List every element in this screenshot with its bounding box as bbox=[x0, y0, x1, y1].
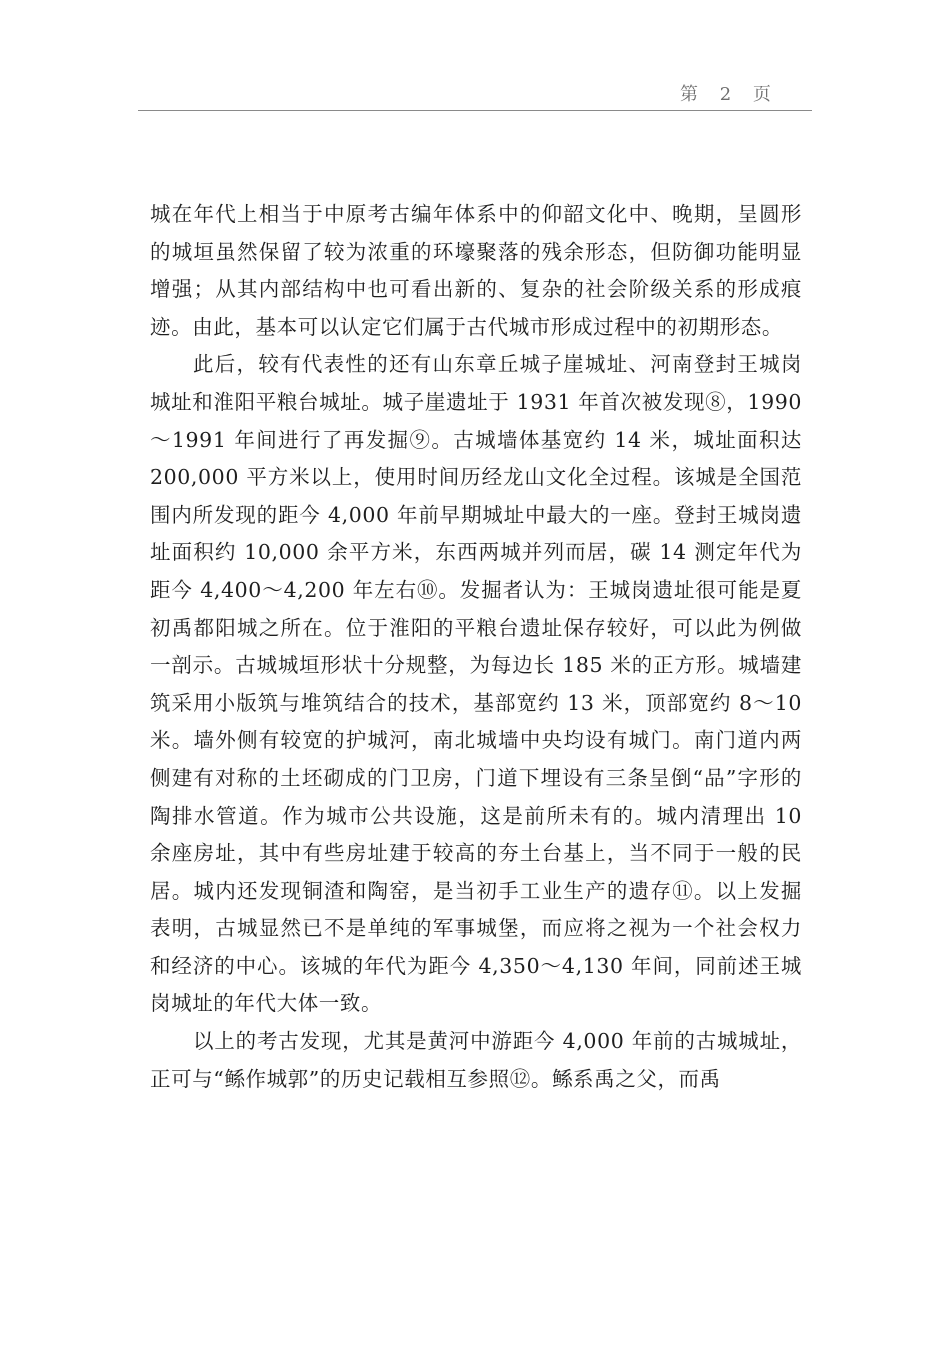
page-number: 第 2 页 bbox=[680, 84, 779, 105]
paragraph-3: 以上的考古发现，尤其是黄河中游距今 4,000 年前的古城城址，正可与“鲧作城郭”的历史记载相互参照⑫。鲧系禹之父，而禹 bbox=[150, 1029, 802, 1091]
header-divider bbox=[138, 110, 812, 111]
paragraph-2: 此后，较有代表性的还有山东章丘城子崖城址、河南登封王城岗城址和淮阳平粮台城址。城子崖遗址于 1931 年首次被发现⑧，1990～1991 年间进行了再发掘⑨。古城墙体基宽约 14 米，城址面积达 200,000 平方米以上，使用时间历经龙山文化全过程。该城是全国范围内所发现的距今 4,000 年前早期城址中最大的一座。登封王城岗遗址面积约 10,000 余平方米，东西两城并列而居，碳 14 测定年代为距今 4,400～4,200 年左右⑩。发掘者认为：王城岗遗址很可能是夏初禹都阳城之所在。位于淮阳的平粮台遗址保存较好，可以此为例做一剖示。古城城垣形状十分规整，为每边长 185 米的正方形。城墙建筑采用小版筑与堆筑结合的技术，基部宽约 13 米，顶部宽约 8～10 米。墙外侧有较宽的护城河，南北城墙中央均设有城门。南门道内两侧建有对称的土坯砌成的门卫房，门道下埋设有三条呈倒“品”字形的陶排水管道。作为城市公共设施，这是前所未有的。城内清理出 10 余座房址，其中有些房址建于较高的夯土台基上，当不同于一般的民居。城内还发现铜渣和陶窑，是当初手工业生产的遗存⑪。以上发掘表明，古城显然已不是单纯的军事城堡，而应将之视为一个社会权力和经济的中心。该城的年代为距今 4,350～4,130 年间，同前述王城岗城址的年代大体一致。 bbox=[150, 352, 802, 1016]
page-header bbox=[0, 0, 950, 113]
paragraph-1: 城在年代上相当于中原考古编年体系中的仰韶文化中、晚期，呈圆形的城垣虽然保留了较为浓重的环壕聚落的残余形态，但防御功能明显增强；从其内部结构中也可看出新的、复杂的社会阶级关系的形成痕迹。由此，基本可以认定它们属于古代城市形成过程中的初期形态。 bbox=[150, 202, 802, 339]
body-text bbox=[150, 196, 802, 1098]
